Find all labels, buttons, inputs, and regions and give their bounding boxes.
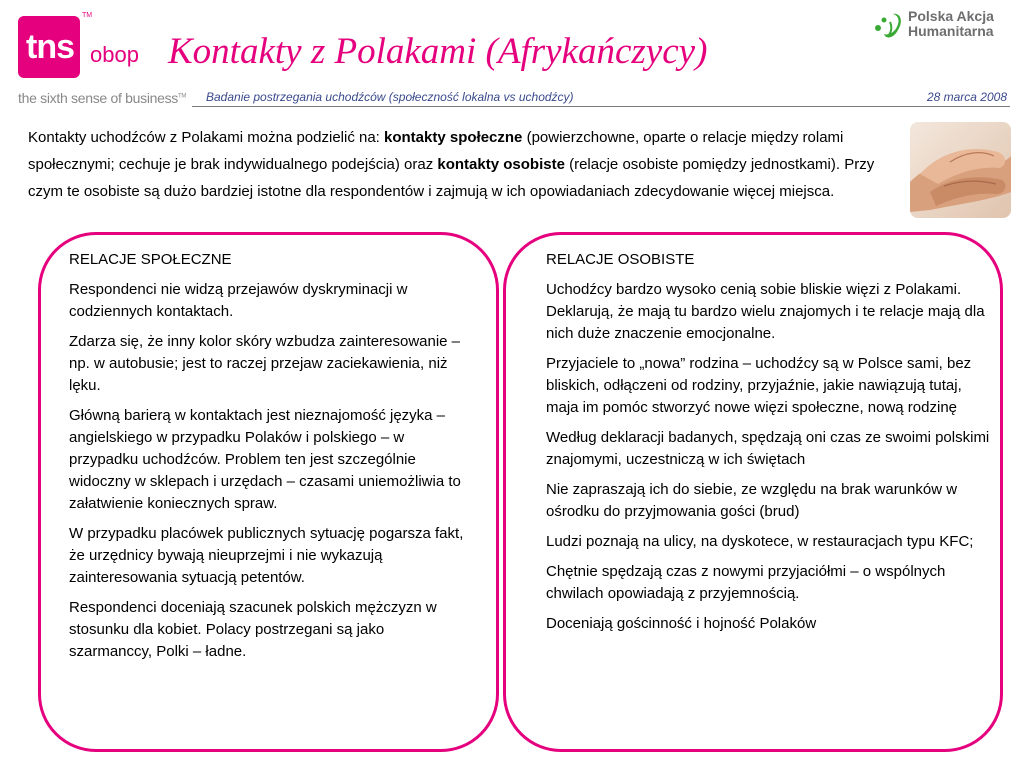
intro-bold-personal: kontakty osobiste xyxy=(437,156,565,173)
personal-relations-paragraph: Nie zapraszają ich do siebie, ze względu na brak warunków w ośrodku do przyjmowania gości (brud) xyxy=(546,481,958,520)
personal-relations-paragraph: Ludzi poznają na ulicy, na dyskotece, w restauracjach typu KFC; xyxy=(546,533,974,550)
slide-title: Kontakty z Polakami (Afrykańczycy) xyxy=(168,31,708,72)
tns-logo-trademark: TM xyxy=(82,12,93,19)
intro-bold-social: kontakty społeczne xyxy=(384,129,523,146)
social-relations-paragraph: W przypadku placówek publicznych sytuację pogarsza fakt, że urzędnicy bywają nieuprzejmi i nie wykazują zainteresowania sytuacją petentów. xyxy=(69,525,464,586)
obop-logo-text: obop xyxy=(90,42,139,67)
intro-text-1: Kontakty uchodźców z Polakami można podzielić na: xyxy=(28,129,385,146)
personal-relations-panel xyxy=(503,232,1003,752)
intro-text-2: (powierzchowne, oparte o relacje między rolami społecznymi; cechuje je brak indywidualnego podejścia) oraz xyxy=(28,129,844,173)
personal-relations-paragraph: Chętnie spędzają czas z nowymi przyjaciółmi – o wspólnych chwilach opowiadają z przyjemnością. xyxy=(546,563,946,602)
social-relations-paragraph: Respondenci doceniają szacunek polskich mężczyzn w stosunku dla kobiet. Polacy postrzegani są jako szarmanccy, Polki – ładne. xyxy=(69,599,437,660)
intro-paragraph xyxy=(28,124,908,205)
partner-logo-line1: Polska Akcja xyxy=(908,8,994,24)
personal-relations-paragraph: Doceniają gościnność i hojność Polaków xyxy=(546,615,817,632)
personal-relations-paragraph: Uchodźcy bardzo wysoko cenią sobie bliskie więzi z Polakami. Deklarują, że mają tu bardzo wielu znajomych i te relacje mają dla nich duże znaczenie emocjonalne. xyxy=(546,281,985,342)
tagline-text: the sixth sense of business xyxy=(18,90,178,106)
study-subtitle: Badanie postrzegania uchodźców (społeczność lokalna vs uchodźcy) xyxy=(206,90,574,104)
personal-relations-paragraph: Przyjaciele to „nowa” rodzina – uchodźcy są w Polsce sami, bez bliskich, odłączeni od rodziny, przyjaźnie, jakie nawiązują tutaj, maja im pomóc stworzyć nowe więzi społeczne, nową rodzinę xyxy=(546,355,972,416)
tagline xyxy=(18,90,186,106)
social-relations-paragraph: Respondenci nie widzą przejawów dyskryminacji w codziennych kontaktach. xyxy=(69,281,408,320)
personal-relations-content xyxy=(546,249,992,643)
partner-logo-text xyxy=(908,9,994,39)
social-relations-paragraph: Zdarza się, że inny kolor skóry wzbudza zainteresowanie – np. w autobusie; jest to raczej przejaw zaciekawienia, niż lęku. xyxy=(69,333,461,394)
tagline-trademark: TM xyxy=(178,93,187,100)
header-divider xyxy=(192,106,1010,107)
social-relations-paragraph: Główną barierą w kontaktach jest nieznajomość języka – angielskiego w przypadku Polaków i polskiego – w przypadku uchodźców. Problem ten jest szczególnie widoczny w sklepach i urzędach – czasami uniemożliwia to załatwienie koniecznych spraw. xyxy=(69,407,461,512)
tns-logo-text: tns xyxy=(26,28,74,66)
partner-logo-line2: Humanitarna xyxy=(908,23,994,39)
social-relations-content xyxy=(69,249,469,671)
slide-date: 28 marca 2008 xyxy=(926,90,1007,104)
social-relations-panel xyxy=(38,232,499,752)
personal-relations-heading: RELACJE OSOBISTE xyxy=(546,251,695,268)
personal-relations-paragraph: Według deklaracji badanych, spędzają oni czas ze swoimi polskimi znajomymi, uczestniczą w ich świętach xyxy=(546,429,990,468)
intro-text-3: (relacje osobiste pomiędzy jednostkami). Przy czym te osobiste są dużo bardziej istotne dla respondentów i zajmują w ich opowiadaniach zdecydowanie więcej miejsca. xyxy=(28,156,875,200)
social-relations-heading: RELACJE SPOŁECZNE xyxy=(69,251,232,268)
hands-photo xyxy=(910,122,1011,218)
